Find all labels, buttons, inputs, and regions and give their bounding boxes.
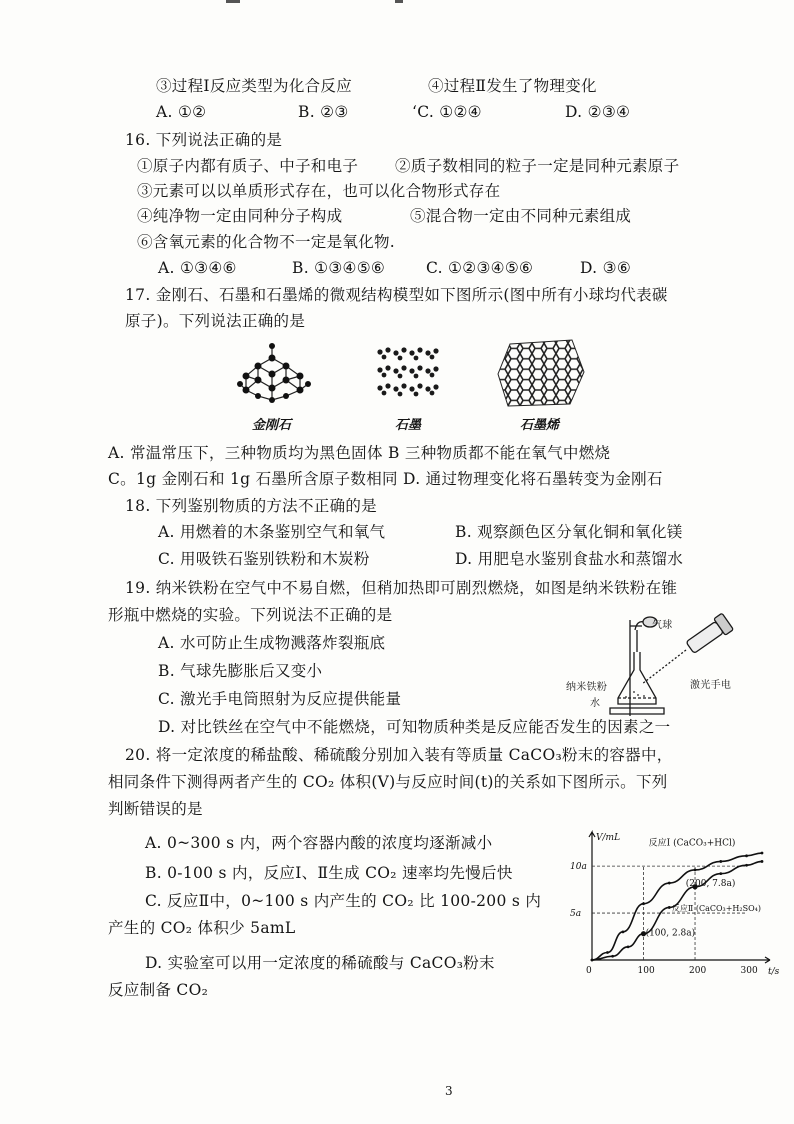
series-label-2: 反应Ⅱ (CaCO₃+H₂SO₄) bbox=[671, 904, 761, 914]
series-point-2 bbox=[720, 873, 721, 874]
q16-option-b: B. ①③④⑤⑥ bbox=[292, 259, 386, 277]
q17-stem-line2: 原子)。下列说法正确的是 bbox=[125, 312, 306, 330]
series-point-2 bbox=[746, 865, 747, 866]
q19-option-b: B. 气球先膨胀后又变小 bbox=[158, 662, 323, 680]
balloon-label: 气球 bbox=[652, 620, 673, 631]
q17-options-ab: A. 常温常压下，三种物质均为黑色固体 B 三种物质都不能在氧气中燃烧 bbox=[108, 444, 611, 462]
q15-item3: ③过程Ⅰ反应类型为化合反应 bbox=[156, 77, 353, 95]
graphene-label: 石墨烯 bbox=[520, 418, 560, 433]
water-label: 水 bbox=[590, 698, 601, 709]
co2-volume-time-chart bbox=[560, 826, 780, 976]
q15-option-c: ‘C. ①②④ bbox=[412, 103, 482, 121]
q16-option-c: C. ①②③④⑤⑥ bbox=[426, 259, 534, 277]
q19-option-a: A. 水可防止生成物溅落炸裂瓶底 bbox=[158, 634, 386, 652]
series-point-1 bbox=[622, 931, 623, 932]
x-tick-label: 0 bbox=[586, 966, 592, 976]
x-tick-label: 300 bbox=[740, 966, 758, 976]
series-point-1 bbox=[694, 869, 695, 870]
q15-option-b: B. ②③ bbox=[298, 103, 349, 121]
x-tick-label: 200 bbox=[689, 966, 707, 976]
q18-option-d: D. 用肥皂水鉴别食盐水和蒸馏水 bbox=[455, 550, 684, 568]
q16-option-d: D. ③⑥ bbox=[580, 259, 632, 277]
q15-option-d: D. ②③④ bbox=[565, 103, 631, 121]
series-point-2 bbox=[612, 956, 613, 957]
y-axis bbox=[589, 832, 595, 960]
q19-option-c: C. 激光手电筒照射为反应提供能量 bbox=[158, 690, 402, 708]
series-point-2 bbox=[591, 959, 592, 960]
graphene-structure-figure bbox=[496, 338, 586, 408]
q16-statement-1: ①原子内都有质子、中子和电子 bbox=[137, 157, 359, 175]
q17-options-cd: C。1g 金刚石和 1g 石墨所含原子数相同 D. 通过物理变化将石墨转变为金刚石 bbox=[108, 470, 663, 488]
series-point-2 bbox=[669, 907, 670, 908]
q15-item4: ④过程Ⅱ发生了物理变化 bbox=[428, 77, 597, 95]
q20-stem-line2: 相同条件下测得两者产生的 CO₂ 体积(V)与反应时间(t)的关系如下图所示。下列 bbox=[108, 773, 668, 791]
scan-mark bbox=[395, 0, 403, 3]
q19-stem-line1: 19. 纳米铁粉在空气中不易自燃，但稍加热即可剧烈燃烧，如图是纳米铁粉在锥 bbox=[125, 579, 678, 597]
graphite-label: 石墨 bbox=[395, 418, 422, 433]
q18-option-a: A. 用燃着的木条鉴别空气和氧气 bbox=[158, 523, 386, 541]
series-point-1 bbox=[643, 903, 644, 904]
q16-option-a: A. ①③④⑥ bbox=[158, 259, 237, 277]
series-point-1 bbox=[669, 882, 670, 883]
q16-statement-4: ④纯净物一定由同种分子构成 bbox=[137, 207, 343, 225]
diamond-label: 金刚石 bbox=[252, 418, 292, 433]
q16-statement-6: ⑥含氧元素的化合物不一定是氧化物. bbox=[137, 233, 396, 251]
iron-powder-label: 纳米铁粉 bbox=[566, 682, 608, 693]
series-label-1: 反应Ⅰ (CaCO₃+HCl) bbox=[648, 838, 736, 849]
q16-stem: 16. 下列说法正确的是 bbox=[125, 131, 283, 149]
x-axis bbox=[592, 957, 770, 963]
q20-option-d-line2: 反应制备 CO₂ bbox=[108, 981, 209, 999]
q16-statement-3: ③元素可以以单质形式存在，也可以化合物形式存在 bbox=[137, 182, 501, 200]
q20-option-d-line1: D. 实验室可以用一定浓度的稀硫酸与 CaCO₃粉末 bbox=[145, 954, 495, 972]
scan-mark bbox=[226, 0, 240, 3]
diamond-structure-figure bbox=[236, 340, 312, 404]
q19-stem-line2: 形瓶中燃烧的实验。下列说法不正确的是 bbox=[108, 606, 393, 624]
series-point-1 bbox=[761, 852, 762, 853]
q18-option-b: B. 观察颜色区分氧化铜和氧化镁 bbox=[455, 523, 683, 541]
q20-stem-line1: 20. 将一定浓度的稀盐酸、稀硫酸分别加入装有等质量 CaCO₃粉末的容器中， bbox=[125, 746, 673, 764]
y-axis-label: V/mL bbox=[596, 833, 621, 843]
annotation-point: (200, 7.8a) bbox=[685, 878, 736, 889]
graphite-structure-figure bbox=[376, 346, 442, 400]
q17-stem-line1: 17. 金刚石、石墨和石墨烯的微观结构模型如下图所示(图中所有小球均代表碳 bbox=[125, 286, 668, 304]
q18-stem: 18. 下列鉴别物质的方法不正确的是 bbox=[125, 497, 377, 515]
q20-option-a: A. 0~300 s 内，两个容器内酸的浓度均逐渐减小 bbox=[145, 834, 493, 852]
q20-option-c-line2: 产生的 CO₂ 体积少 5amL bbox=[108, 919, 296, 937]
series-point-2 bbox=[627, 946, 628, 947]
q19-option-d: D. 对比铁丝在空气中不能燃烧，可知物质种类是反应能否发生的因素之一 bbox=[158, 718, 671, 736]
q20-option-b: B. 0-100 s 内，反应Ⅰ、Ⅱ生成 CO₂ 速率均先慢后快 bbox=[145, 864, 513, 882]
y-tick-label: 5a bbox=[570, 909, 582, 920]
x-tick-label: 100 bbox=[637, 966, 655, 976]
q16-statement-2: ②质子数相同的粒子一定是同种元素原子 bbox=[395, 157, 680, 175]
y-tick-label: 10a bbox=[570, 862, 587, 873]
page-number: 3 bbox=[445, 1084, 453, 1098]
laser-label: 激光手电 bbox=[690, 680, 732, 691]
series-point-1 bbox=[746, 855, 747, 856]
annotation-point: (100, 2.8a) bbox=[645, 928, 696, 939]
q18-option-c: C. 用吸铁石鉴别铁粉和木炭粉 bbox=[158, 550, 370, 568]
q20-option-c-line1: C. 反应Ⅱ中，0~100 s 内产生的 CO₂ 比 100-200 s 内 bbox=[145, 892, 542, 910]
q20-stem-line3: 判断错误的是 bbox=[108, 800, 203, 818]
q15-option-a: A. ①② bbox=[156, 103, 207, 121]
q16-statement-5: ⑤混合物一定由不同种元素组成 bbox=[410, 207, 632, 225]
series-point-1 bbox=[720, 861, 721, 862]
x-axis-label: t/s bbox=[768, 967, 780, 976]
series-point-2 bbox=[761, 861, 762, 862]
series-point-1 bbox=[607, 952, 608, 953]
